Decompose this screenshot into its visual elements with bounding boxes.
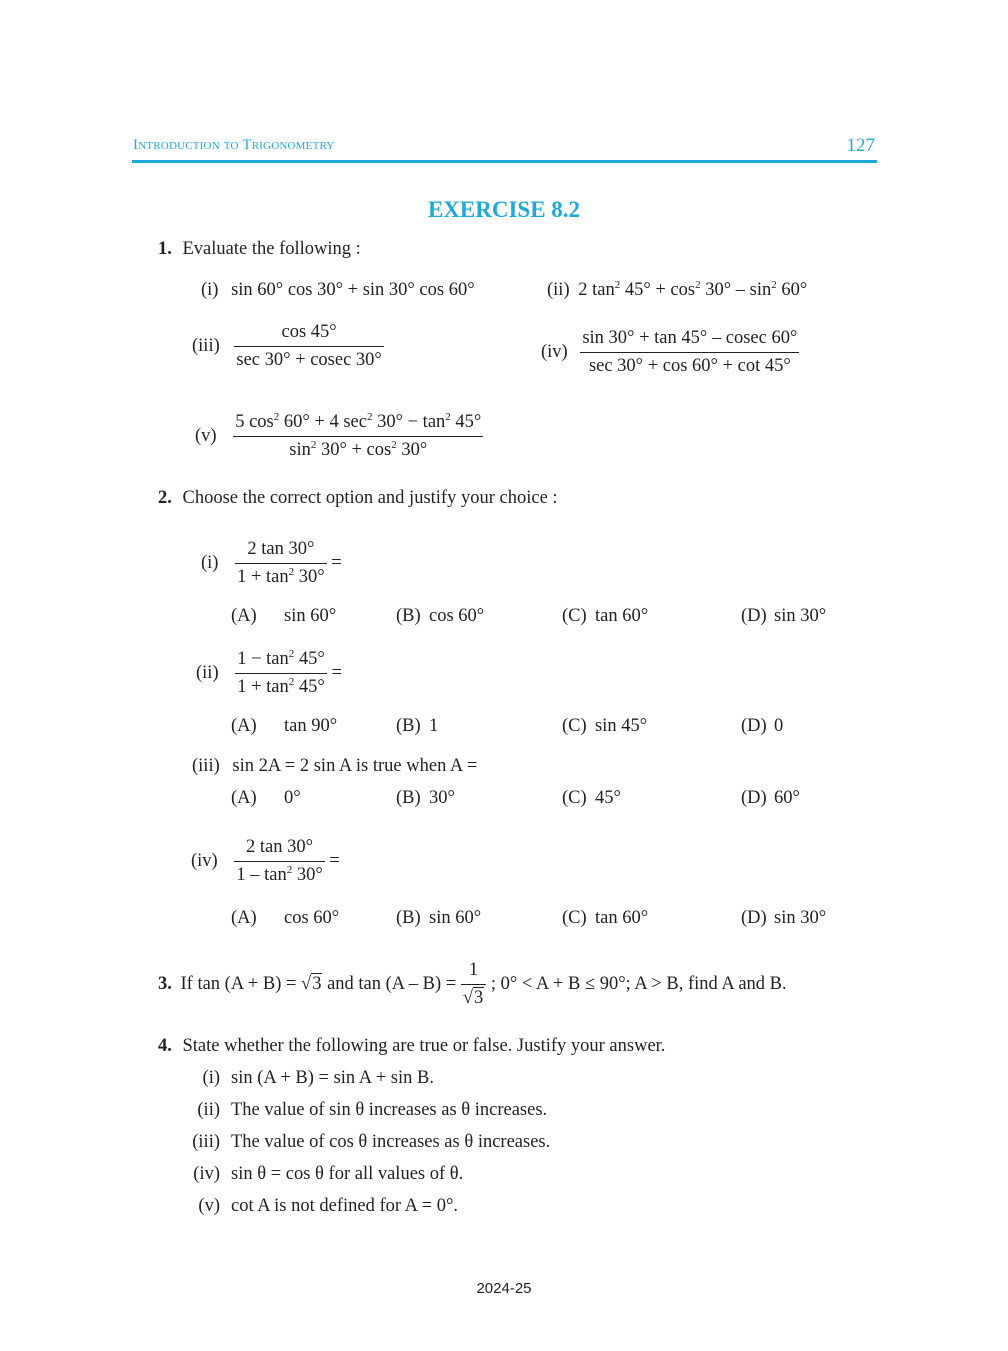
question-text: Choose the correct option and justify your choice : bbox=[182, 488, 558, 508]
question-text: State whether the following are true or false. Justify your answer. bbox=[182, 1036, 666, 1056]
fraction bbox=[233, 412, 483, 461]
option-label: (D) bbox=[741, 908, 767, 928]
option-value: cos 60° bbox=[284, 908, 340, 928]
expression: sin 60° cos 30° + sin 30° cos 60° bbox=[231, 280, 475, 300]
q2-part-ii bbox=[196, 649, 342, 698]
header-rule bbox=[132, 160, 877, 163]
option-label: (B) bbox=[396, 716, 421, 736]
part-label: (iv) bbox=[191, 851, 218, 871]
fraction bbox=[234, 837, 324, 886]
option-value: sin 30° bbox=[774, 908, 827, 928]
footer-year: 2024-25 bbox=[476, 1280, 532, 1297]
q2-part-iii bbox=[192, 756, 477, 777]
q4-item-text: sin θ = cos θ for all values of θ. bbox=[231, 1164, 464, 1184]
option-value: sin 30° bbox=[774, 606, 827, 626]
question-text: ; 0° < A + B ≤ 90°; A > B, find A and B. bbox=[490, 974, 787, 994]
denominator: sec 30° + cos 60° + cot 45° bbox=[588, 356, 791, 376]
fraction bbox=[461, 960, 486, 1009]
part-label: (v) bbox=[195, 426, 217, 446]
q4-item-label: (v) bbox=[198, 1196, 220, 1216]
q4-item-label: (iv) bbox=[193, 1164, 220, 1184]
question-text: and tan (A – B) = bbox=[327, 974, 457, 994]
question-2 bbox=[158, 488, 558, 509]
numerator: cos 45° bbox=[234, 322, 383, 347]
option-value: 60° bbox=[774, 788, 800, 808]
option-label: (D) bbox=[741, 606, 767, 626]
option-label: (A) bbox=[231, 908, 257, 928]
option-label: (A) bbox=[231, 716, 257, 736]
fraction bbox=[235, 539, 327, 588]
option-label: (B) bbox=[396, 908, 421, 928]
option-label: (C) bbox=[562, 716, 587, 736]
option-value: 45° bbox=[595, 788, 621, 808]
q1-part-v bbox=[195, 412, 483, 461]
denominator: $\sin^2 30^\circ + \cos^2 30^\circ$ bbox=[289, 439, 428, 460]
part-label: (ii) bbox=[547, 280, 570, 300]
part-label: (i) bbox=[201, 280, 219, 300]
question-1 bbox=[158, 239, 361, 260]
denominator: $1 + \tan^2 45^\circ$ bbox=[237, 676, 325, 697]
q2-part-iv bbox=[191, 837, 340, 886]
q1-part-iv bbox=[541, 328, 799, 377]
question-4 bbox=[158, 1036, 665, 1057]
question-number: 2. bbox=[158, 488, 172, 508]
expression: 2 $\tan^2 45^\circ + \cos^2 30^\circ - \sin^2 60^\circ$ bbox=[578, 279, 808, 300]
option-label: (C) bbox=[562, 908, 587, 928]
option-value: sin 60° bbox=[429, 908, 482, 928]
running-title: Introduction to Trigonometry bbox=[133, 137, 335, 153]
option-label: (A) bbox=[231, 606, 257, 626]
numerator: 2 tan 30° bbox=[234, 837, 324, 862]
numerator: 5 $\cos^2 60^\circ + 4$ $\sec^2 30^\circ - \tan^2 45^\circ$ bbox=[233, 412, 483, 437]
q4-item-text: cot A is not defined for A = 0°. bbox=[231, 1196, 458, 1216]
denominator: $1 - \tan^2 30^\circ$ bbox=[236, 864, 323, 885]
question-number: 1. bbox=[158, 239, 172, 259]
denominator: sec 30° + cosec 30° bbox=[236, 350, 382, 370]
question-number: 4. bbox=[158, 1036, 172, 1056]
option-value: 1 bbox=[429, 716, 439, 736]
equals-sign: = bbox=[329, 851, 340, 871]
part-text: sin 2A = 2 sin A is true when A = bbox=[232, 756, 478, 776]
sqrt-expression: √3 bbox=[301, 974, 322, 994]
question-text: Evaluate the following : bbox=[182, 239, 361, 259]
q1-part-iii bbox=[192, 322, 384, 371]
option-value: tan 60° bbox=[595, 606, 649, 626]
denominator: √3 bbox=[462, 988, 484, 1008]
fraction bbox=[580, 328, 799, 377]
part-label: (ii) bbox=[196, 663, 219, 683]
q4-item-text: sin (A + B) = sin A + sin B. bbox=[231, 1068, 434, 1088]
q4-item-text: The value of cos θ increases as θ increases. bbox=[231, 1132, 551, 1152]
q4-item-text: The value of sin θ increases as θ increases. bbox=[231, 1100, 548, 1120]
q2-part-i bbox=[201, 539, 342, 588]
option-label: (D) bbox=[741, 716, 767, 736]
fraction bbox=[234, 322, 383, 371]
question-text: If tan (A + B) = bbox=[180, 974, 297, 994]
option-value: tan 90° bbox=[284, 716, 338, 736]
part-label: (iv) bbox=[541, 342, 568, 362]
fraction bbox=[235, 649, 327, 698]
option-value: sin 60° bbox=[284, 606, 337, 626]
numerator: $1 - \tan^2 45^\circ$ bbox=[235, 649, 327, 674]
page-number: 127 bbox=[846, 135, 875, 156]
option-value: 0° bbox=[284, 788, 301, 808]
q1-part-ii bbox=[547, 280, 807, 301]
equals-sign: = bbox=[331, 663, 342, 683]
option-value: tan 60° bbox=[595, 908, 649, 928]
equals-sign: = bbox=[331, 553, 342, 573]
q1-part-i bbox=[201, 280, 475, 301]
option-label: (C) bbox=[562, 788, 587, 808]
part-label: (iii) bbox=[192, 756, 220, 776]
option-value: cos 60° bbox=[429, 606, 485, 626]
numerator: 2 tan 30° bbox=[235, 539, 327, 564]
option-label: (A) bbox=[231, 788, 257, 808]
numerator: sin 30° + tan 45° – cosec 60° bbox=[580, 328, 799, 353]
option-label: (C) bbox=[562, 606, 587, 626]
numerator: 1 bbox=[461, 960, 486, 985]
q4-item-label: (i) bbox=[202, 1068, 220, 1088]
option-label: (B) bbox=[396, 788, 421, 808]
denominator: $1 + \tan^2 30^\circ$ bbox=[237, 566, 325, 587]
q4-item-label: (ii) bbox=[197, 1100, 220, 1120]
option-label: (B) bbox=[396, 606, 421, 626]
question-3 bbox=[158, 960, 787, 1009]
part-label: (i) bbox=[201, 553, 219, 573]
option-value: 0 bbox=[774, 716, 784, 736]
option-value: sin 45° bbox=[595, 716, 648, 736]
question-number: 3. bbox=[158, 974, 172, 994]
option-label: (D) bbox=[741, 788, 767, 808]
exercise-title: EXERCISE 8.2 bbox=[427, 197, 581, 222]
q4-item-label: (iii) bbox=[192, 1132, 220, 1152]
part-label: (iii) bbox=[192, 336, 220, 356]
option-value: 30° bbox=[429, 788, 455, 808]
